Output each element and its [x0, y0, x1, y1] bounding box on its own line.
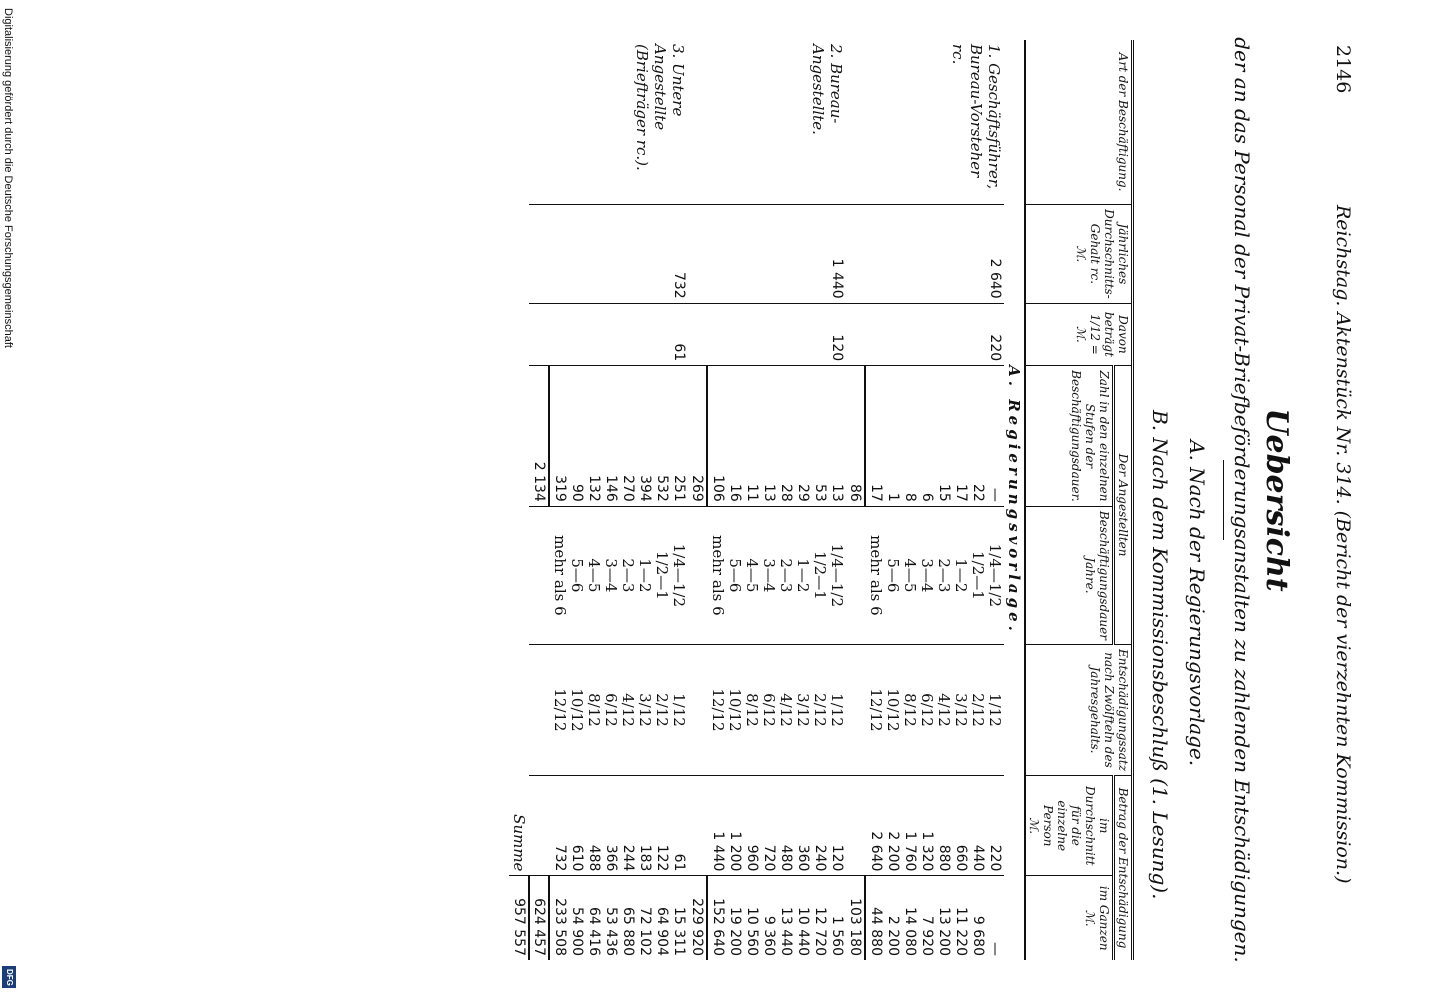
- dauer-value: 4—5: [901, 558, 919, 593]
- person-value: 488: [586, 844, 602, 872]
- ganzen-value: 9 360: [761, 915, 777, 956]
- c-empty: [846, 506, 865, 644]
- zahl-value: 394: [637, 475, 653, 502]
- zahl-value: 16: [727, 483, 743, 502]
- credit-text: Digitalisierung gefördert durch die Deutsche Forschungsgemeinschaft: [2, 8, 14, 348]
- table-row: [865, 40, 1004, 960]
- dauer-value: mehr als 6: [867, 535, 885, 616]
- c-empty: [688, 40, 707, 205]
- dauer-value: 1/4—1/2: [828, 543, 846, 608]
- subtotal-row: [688, 40, 707, 960]
- dauer-value: 1/2—1: [969, 551, 987, 600]
- c-empty: [846, 303, 865, 365]
- c-empty: [688, 506, 707, 644]
- row-satz-list: [707, 644, 846, 775]
- satz-value: 10/12: [568, 688, 586, 732]
- satz-value: 12/12: [867, 688, 885, 732]
- zahl-value: 8: [902, 492, 918, 502]
- zahl-value: 270: [620, 475, 636, 502]
- satz-value: 3/12: [636, 693, 654, 727]
- c-empty: [529, 644, 549, 775]
- person-value: 1 440: [710, 831, 726, 872]
- dauer-value: 2—3: [935, 558, 953, 593]
- dauer-value: 5—6: [568, 558, 586, 593]
- ganzen-value: 19 200: [727, 907, 743, 956]
- satz-value: 6/12: [760, 693, 778, 727]
- ganzen-value: 233 508: [552, 898, 568, 956]
- row-gehalt: 732: [549, 205, 688, 304]
- row-person-list: [865, 776, 1004, 876]
- dauer-value: 1/4—1/2: [670, 543, 688, 608]
- person-value: 1 760: [902, 831, 918, 872]
- person-value: 240: [812, 844, 828, 872]
- ganzen-value: 12 720: [812, 907, 828, 956]
- zahl-value: 90: [569, 483, 585, 502]
- row-dauer-list: [865, 506, 1004, 644]
- person-value: 61: [671, 853, 687, 872]
- section-b-heading: B. Nach dem Kommissionsbeschluß (1. Lesung).: [1148, 410, 1172, 900]
- c-empty: [688, 644, 707, 775]
- row-person-list: [707, 776, 846, 876]
- satz-value: 6/12: [918, 693, 936, 727]
- zahl-value: 146: [603, 475, 619, 502]
- satz-value: 1/12: [986, 693, 1004, 727]
- zahl-value: 28: [778, 483, 794, 502]
- row-dauer-list: [549, 506, 688, 644]
- ganzen-value: 64 904: [654, 907, 670, 956]
- satz-value: 4/12: [619, 693, 637, 727]
- person-value: 2 640: [868, 831, 884, 872]
- subtotal-row: [846, 40, 865, 960]
- ganzen-value: 1 560: [829, 915, 845, 956]
- zahl-value: 1: [885, 492, 901, 502]
- person-value: 720: [761, 844, 777, 872]
- person-value: 2 200: [885, 831, 901, 872]
- c-empty: [846, 205, 865, 304]
- row-ganzen-list: [707, 876, 846, 960]
- subtotal-row: [529, 40, 549, 960]
- dauer-value: mehr als 6: [551, 535, 569, 616]
- document-subtitle: der an das Personal der Privat-Briefbeförderungsanstalten zu zahlenden Entschädigungen.: [1230, 37, 1254, 963]
- satz-value: 12/12: [709, 688, 727, 732]
- row-zahl-list: [865, 366, 1004, 507]
- dauer-value: mehr als 6: [709, 535, 727, 616]
- satz-value: 3/12: [794, 693, 812, 727]
- zahl-value: 22: [970, 483, 986, 502]
- header-davon: Davon beträgt 1/12 = ℳ.: [1025, 303, 1133, 365]
- satz-value: 10/12: [726, 688, 744, 732]
- ganzen-value: 64 416: [586, 907, 602, 956]
- header-betrag-person-unit: ℳ.: [1027, 817, 1041, 835]
- c-empty: [846, 40, 865, 205]
- c-empty: [529, 303, 549, 365]
- person-value: 120: [829, 844, 845, 872]
- header-davon-unit: ℳ.: [1074, 326, 1088, 343]
- person-value: 610: [569, 844, 585, 872]
- header-satz: Entschädigungssatz nach Zwölfteln des Jahresgehalts.: [1025, 644, 1133, 775]
- satz-value: 1/12: [670, 693, 688, 727]
- zahl-value: 251: [671, 475, 687, 502]
- zahl-value: 532: [654, 475, 670, 502]
- person-value: 660: [953, 844, 969, 872]
- document-title: Uebersicht: [1259, 408, 1294, 592]
- dauer-value: 3—4: [760, 558, 778, 593]
- c-empty: [529, 205, 549, 304]
- person-value: 366: [603, 844, 619, 872]
- dauer-value: 2—3: [777, 558, 795, 593]
- row-dauer-list: [707, 506, 846, 644]
- header-gehalt-unit: ℳ.: [1074, 245, 1088, 263]
- zahl-value: —: [987, 487, 1003, 502]
- dauer-value: 5—6: [884, 558, 902, 593]
- dauer-value: 3—4: [918, 558, 936, 593]
- ganzen-value: 7 920: [919, 915, 935, 956]
- dauer-value: 3—4: [602, 558, 620, 593]
- row-davon: 220: [865, 303, 1004, 365]
- table-body: [509, 40, 1025, 960]
- zahl-value: 13: [761, 483, 777, 502]
- dauer-value: 1/4—1/2: [986, 543, 1004, 608]
- ganzen-value: 10 560: [744, 907, 760, 956]
- person-value: 960: [744, 844, 760, 872]
- c-empty: [688, 303, 707, 365]
- row-label: 2. Bureau-Angestellte.: [809, 44, 845, 135]
- dauer-value: 4—5: [743, 558, 761, 593]
- header-betrag-ganzen: im Ganzen ℳ.: [1025, 876, 1114, 960]
- ganzen-value: 72 102: [637, 907, 653, 956]
- dauer-value: 1—2: [636, 558, 654, 593]
- ganzen-value: 15 311: [671, 907, 687, 956]
- ganzen-value: 10 440: [795, 907, 811, 956]
- row-satz-list: [865, 644, 1004, 775]
- dauer-value: 1—2: [794, 558, 812, 593]
- satz-value: 4/12: [777, 693, 795, 727]
- satz-value: 8/12: [743, 693, 761, 727]
- dauer-value: 1/2—1: [811, 551, 829, 600]
- person-value: 440: [970, 844, 986, 872]
- satz-value: 10/12: [884, 688, 902, 732]
- person-value: 1 320: [919, 831, 935, 872]
- header-betrag-person: im Durchschnitt für die einzelne Person ℳ.: [1025, 776, 1114, 876]
- person-value: 480: [778, 844, 794, 872]
- person-value: 220: [987, 844, 1003, 872]
- zahl-value: 106: [710, 475, 726, 502]
- satz-value: 1/12: [828, 693, 846, 727]
- row-person-list: [549, 776, 688, 876]
- ganzen-value: 13 200: [936, 907, 952, 956]
- ganzen-total: 229 920: [688, 876, 707, 960]
- title-divider: [1223, 460, 1224, 540]
- row-gehalt: 2 640: [865, 205, 1004, 304]
- ganzen-value: 9 680: [970, 915, 986, 956]
- summe-row: [509, 40, 529, 960]
- zahl-value: 17: [868, 483, 884, 502]
- zahl-value: 319: [552, 475, 568, 502]
- ganzen-total: 624 457: [529, 876, 549, 960]
- regierungsvorlage-label: A. Regierungsvorlage.: [1005, 365, 1023, 635]
- zahl-value: 29: [795, 483, 811, 502]
- ganzen-value: 44 880: [868, 907, 884, 956]
- person-value: 880: [936, 844, 952, 872]
- satz-value: 2/12: [969, 693, 987, 727]
- header-art: Art der Beschäftigung.: [1025, 40, 1133, 205]
- page-number: 2146: [1332, 45, 1354, 94]
- satz-value: 6/12: [602, 693, 620, 727]
- satz-value: 12/12: [551, 688, 569, 732]
- ganzen-value: 65 880: [620, 907, 636, 956]
- dauer-value: 4—5: [585, 558, 603, 593]
- zahl-value: 15: [936, 483, 952, 502]
- running-title: Reichstag. Aktenstück Nr. 314. (Bericht der vierzehnten Kommission.): [1332, 205, 1354, 884]
- section-a-heading: A. Nach der Regierungsvorlage.: [1185, 440, 1209, 767]
- row-davon: 61: [549, 303, 688, 365]
- c-empty: [529, 506, 549, 644]
- zahl-total: 86: [846, 366, 865, 507]
- document-page: [434, 0, 1434, 1000]
- row-ganzen-list: [865, 876, 1004, 960]
- zahl-total: 269: [688, 366, 707, 507]
- row-ganzen-list: [549, 876, 688, 960]
- c-empty: [688, 205, 707, 304]
- person-value: 1 200: [727, 831, 743, 872]
- page-header: [1324, 45, 1354, 955]
- person-value: 122: [654, 844, 670, 872]
- row-davon: 120: [707, 303, 846, 365]
- dauer-value: 2—3: [619, 558, 637, 593]
- header-angestellten: Der Angestellten: [1114, 366, 1133, 645]
- satz-value: 2/12: [653, 693, 671, 727]
- zahl-value: 13: [829, 483, 845, 502]
- row-label: 3. Untere Angestellte (Briefträger rc.).: [633, 44, 687, 171]
- satz-value: 3/12: [952, 693, 970, 727]
- satz-value: 8/12: [901, 693, 919, 727]
- c-empty: [688, 776, 707, 876]
- dfg-logo: DFG: [2, 966, 16, 988]
- row-zahl-list: [549, 366, 688, 507]
- row-zahl-list: [707, 366, 846, 507]
- ganzen-value: 11 220: [953, 907, 969, 956]
- compensation-table: [509, 40, 1134, 960]
- c-empty: [846, 776, 865, 876]
- c-empty: [529, 40, 549, 205]
- header-betrag: Betrag der Entschädigung: [1114, 776, 1133, 960]
- ganzen-value: 54 900: [569, 907, 585, 956]
- satz-value: 8/12: [585, 693, 603, 727]
- ganzen-value: 152 640: [710, 898, 726, 956]
- person-value: 732: [552, 844, 568, 872]
- row-satz-list: [549, 644, 688, 775]
- table-row: [707, 40, 846, 960]
- digitization-credit: [0, 0, 18, 1000]
- person-value: 244: [620, 844, 636, 872]
- row-gehalt: 1 440: [707, 205, 846, 304]
- header-dauer-unit: Jahre.: [1083, 557, 1097, 594]
- dauer-value: 5—6: [726, 558, 744, 593]
- dauer-value: 1—2: [952, 558, 970, 593]
- table-row: [549, 40, 688, 960]
- ganzen-value: —: [987, 942, 1003, 956]
- satz-value: 4/12: [935, 693, 953, 727]
- dauer-value: 1/2—1: [653, 551, 671, 600]
- zahl-value: 11: [744, 483, 760, 502]
- satz-value: 2/12: [811, 693, 829, 727]
- header-dauer: Beschäftigungsdauer Jahre.: [1025, 506, 1114, 644]
- header-zahl: Zahl in den einzelnen Stufen der Beschäftigungsdauer.: [1025, 366, 1114, 507]
- person-value: 360: [795, 844, 811, 872]
- zahl-value: 53: [812, 483, 828, 502]
- ganzen-value: 2 200: [885, 915, 901, 956]
- summe-value: 957 557: [509, 876, 529, 960]
- ganzen-value: 14 080: [902, 907, 918, 956]
- zahl-value: 132: [586, 475, 602, 502]
- zahl-value: 17: [953, 483, 969, 502]
- zahl-total: 2 134: [529, 366, 549, 507]
- header-betrag-ganzen-unit: ℳ.: [1083, 909, 1097, 927]
- ganzen-value: 13 440: [778, 907, 794, 956]
- person-value: 183: [637, 844, 653, 872]
- c-empty: [529, 776, 549, 876]
- summe-label: Summe: [510, 814, 528, 872]
- header-gehalt: Jährliches Durchschnitts-Gehalt rc. ℳ.: [1025, 205, 1133, 304]
- row-label: 1. Geschäftsführer, Bureau-Vorsteher rc.: [949, 44, 1003, 190]
- ganzen-total: 103 180: [846, 876, 865, 960]
- c-empty: [846, 644, 865, 775]
- ganzen-value: 53 436: [603, 907, 619, 956]
- zahl-value: 6: [919, 492, 935, 502]
